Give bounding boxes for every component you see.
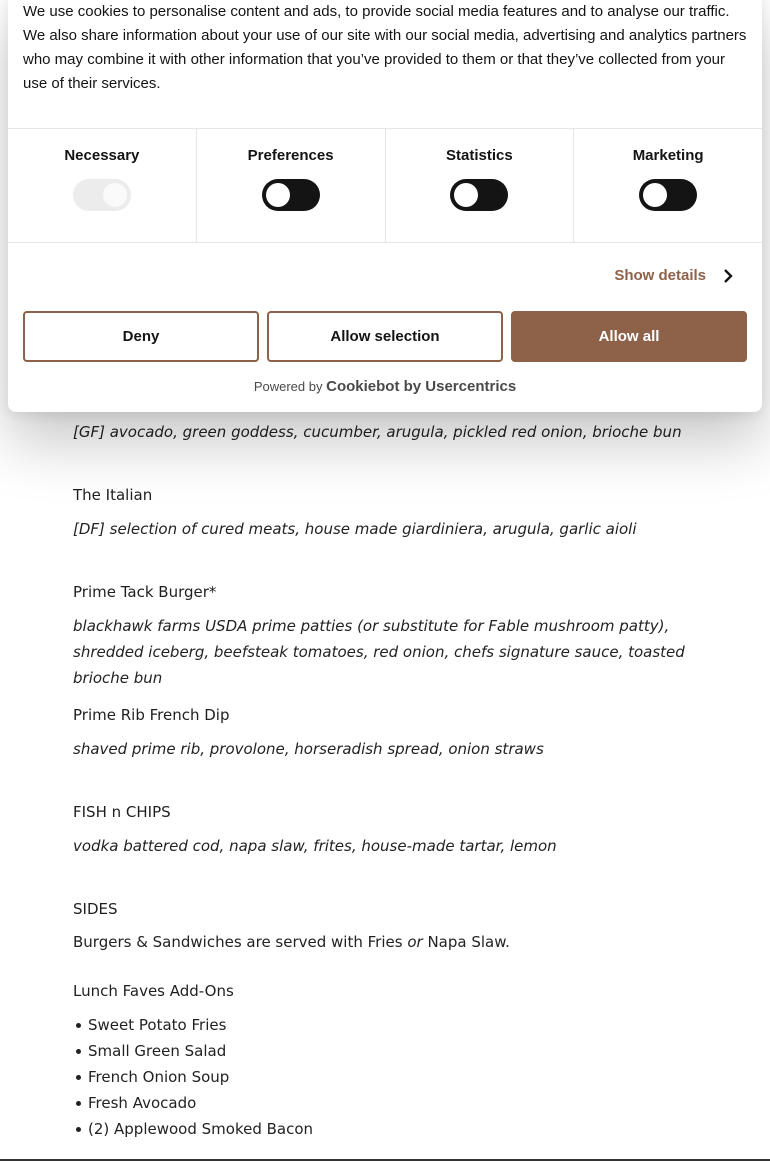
toggle-knob xyxy=(643,183,667,207)
list-item: (2) Applewood Smoked Bacon xyxy=(88,1116,313,1142)
item-name: Prime Tack Burger* xyxy=(73,583,217,601)
item-description: vodka battered cod, napa slaw, frites, house-made tartar, lemon xyxy=(73,837,557,855)
necessary-toggle xyxy=(73,179,131,211)
category-preferences xyxy=(197,129,386,242)
category-necessary xyxy=(8,129,197,242)
addons-title: Lunch Faves Add-Ons xyxy=(73,982,234,1000)
toggle-knob xyxy=(103,183,127,207)
item-description: blackhawk farms USDA prime patties (or substitute for Fable mushroom patty), shredded iceberg, beefsteak tomatoes, red onion, chefs signature sauce, toasted brioche bun xyxy=(73,617,685,687)
cookie-banner xyxy=(8,0,762,412)
preferences-toggle[interactable] xyxy=(262,179,320,211)
category-label: Preferences xyxy=(247,147,334,164)
deny-button[interactable]: Deny xyxy=(23,311,259,362)
show-details-link[interactable] xyxy=(614,267,734,284)
addons-list xyxy=(88,1012,313,1142)
cookie-banner-text: We use cookies to personalise content and ads, to provide social media features and to analyse our traffic. We also share information about your use of our site with our social media, advertising and analytics partners who may combine it with other information that you’ve provided to them or that they’ve collected from your use of their services. xyxy=(23,3,747,92)
sides-text-or: or xyxy=(407,933,423,951)
toggle-knob xyxy=(266,183,290,207)
category-marketing xyxy=(574,129,762,242)
list-item: French Onion Soup xyxy=(88,1064,313,1090)
list-item: Sweet Potato Fries xyxy=(88,1012,313,1038)
item-description: [DF] selection of cured meats, house made giardiniera, arugula, garlic aioli xyxy=(73,520,637,538)
item-name: Prime Rib French Dip xyxy=(73,706,230,724)
toggle-knob xyxy=(454,183,478,207)
sides-text-before: Burgers & Sandwiches are served with Fries xyxy=(73,933,408,951)
show-details-label: Show details xyxy=(614,267,706,284)
item-name: The Italian xyxy=(73,486,153,504)
item-name: FISH n CHIPS xyxy=(73,803,171,821)
allow-selection-button[interactable]: Allow selection xyxy=(267,311,503,362)
list-item: Fresh Avocado xyxy=(88,1090,313,1116)
marketing-toggle[interactable] xyxy=(639,179,697,211)
list-item: Small Green Salad xyxy=(88,1038,313,1064)
allow-all-button[interactable]: Allow all xyxy=(511,311,747,362)
cookie-categories xyxy=(8,128,762,243)
sides-title: SIDES xyxy=(73,900,118,918)
category-label: Necessary xyxy=(64,147,140,164)
category-statistics xyxy=(386,129,575,242)
sides-text xyxy=(73,933,510,951)
cookiebot-logo-link[interactable]: Cookiebot by Usercentrics xyxy=(326,378,517,395)
category-label: Statistics xyxy=(446,147,513,164)
powered-by xyxy=(8,378,762,395)
statistics-toggle[interactable] xyxy=(450,179,508,211)
category-label: Marketing xyxy=(632,147,704,164)
sides-text-after: Napa Slaw. xyxy=(422,933,510,951)
item-description: shaved prime rib, provolone, horseradish spread, onion straws xyxy=(73,740,544,758)
powered-by-label: Powered by xyxy=(253,379,323,394)
item-description: [GF] avocado, green goddess, cucumber, arugula, pickled red onion, brioche bun xyxy=(73,423,682,441)
chevron-right-icon xyxy=(722,268,734,284)
